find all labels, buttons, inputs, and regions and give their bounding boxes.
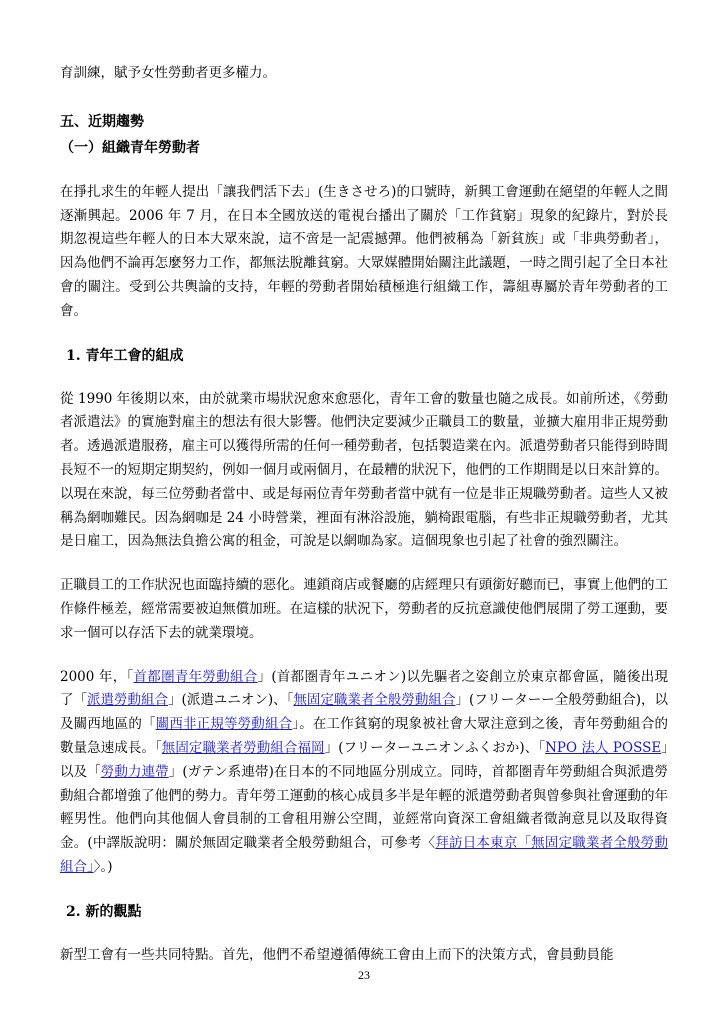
text-segment: 」(首都圏青年ユニオン)以先驅者之姿創立於東京都會區，隨後出現了「	[60, 668, 669, 709]
text-segment: 〉。)	[93, 858, 113, 875]
section-title: 五、近期趨勢	[60, 113, 144, 130]
subsection-title: （一）組織青年勞動者	[60, 139, 200, 156]
link-gaten-rentai[interactable]: 勞動力連帶	[100, 763, 169, 780]
paragraph-regular-workers: 正職員工的工作狀況也面臨持續的惡化。連鎖商店或餐廳的店經理只有頭銜好聽而已，事實上他們的工作條件極差，經常需要被迫無償加班。在這樣的狀況下，勞動者的反抗意識使他們展開了勞工運動，要求一個可以存活下去的就業環境。	[60, 577, 668, 641]
text-segment: 」(フリーターユニオンふくおか)、「	[324, 739, 546, 756]
text-segment: 」以及「	[60, 739, 669, 780]
link-freeter-general-union[interactable]: 無固定職業者全般勞動組合	[293, 692, 456, 709]
text-segment: 」(フリーターー全般勞動組合)，以及關西地區的「	[60, 692, 669, 733]
paragraph-youth-movement: 在掙扎求生的年輕人提出「讓我們活下去」(生きさせろ)的口號時，新興工會運動在絕望的年輕人之間逐漸興起。2006 年 7 月，在日本全國放送的電視台播出了關於「工作貧窮」現象的紀錄片，對於長期忽視這些年輕人的日本大眾來說，這不啻是一記震撼彈。他們被稱為「新貧族」或「非典勞動者」，因為他們不論再怎麼努力工作，都無法脫離貧窮。大眾媒體開始關注此議題，一時之間引起了全日本社會的關注。受到公共輿論的支持，年輕的勞動者開始積極進行組織工作，籌組專屬於青年勞動者的工會。	[60, 183, 668, 319]
text-segment: 2000 年，「	[60, 668, 134, 685]
paragraph-union-list	[60, 666, 668, 880]
link-kansai-union[interactable]: 關西非正規等勞動組合	[155, 716, 293, 733]
paragraph-continued: 育訓練，賦予女性勞動者更多權力。	[60, 65, 276, 81]
link-shutoken-youth-union[interactable]: 首都圏青年勞動組合	[133, 668, 258, 685]
text-segment: 」(ガテン系連帯)在日本的不同地區分別成立。同時，首都圏青年勞動組合與派遣勞動組合都增強了他們的勢力。青年勞工運動的核心成員多半是年輕的派遣勞動者與曾參與社會運動的年輕男性。他們向其他個人會員制的工會租用辦公空間，並經常向資深工會組織者徵詢意見以及取得資金。(中譯版說明：關於無固定職業者全般勞動組合，可參考〈	[60, 763, 669, 852]
link-npo-posse[interactable]: NPO 法人 POSSE	[545, 739, 662, 756]
page-content	[60, 62, 668, 968]
text-segment: 」(派遣ユニオン)、「	[168, 692, 294, 709]
link-freeter-union-fukuoka[interactable]: 無固定職業者勞動組合福岡	[161, 739, 325, 756]
link-visit-freeter-union[interactable]: 拜訪日本東京「無固定職業者全般勞動組合」	[60, 835, 668, 875]
page-number: 23	[358, 968, 370, 982]
heading-new-perspectives: 2. 新的觀點	[66, 903, 142, 920]
paragraph-new-unions: 新型工會有一些共同特點。首先，他們不希望遵循傳統工會由上而下的決策方式，會員動員能	[60, 946, 614, 963]
paragraph-union-growth: 從 1990 年後期以來，由於就業市場狀況愈來愈惡化，青年工會的數量也隨之成長。如前所述，《勞動者派遣法》的實施對雇主的想法有很大影響。他們決定要減少正職員工的數量，並擴大雇用非正規勞動者。透過派遣服務，雇主可以獲得所需的任何一種勞動者，包括製造業在內。派遣勞動者只能得到時間長短不一的短期定期契約，例如一個月或兩個月，在最糟的狀況下，他們的工作期間是以日來計算的。以現在來說，每三位勞動者當中、或是每兩位青年勞動者當中就有一位是非正規職勞動者。這些人又被稱為網咖難民。因為網咖是 24 小時營業，裡面有淋浴設施，躺椅跟電腦，有些非正規職勞動者，尤其是日雇工，因為無法負擔公寓的租金，可說是以網咖為家。這個現象也引起了社會的強烈關注。	[60, 390, 668, 550]
heading-youth-union-formation: 1. 青年工會的組成	[66, 347, 184, 364]
link-haken-union[interactable]: 派遣勞動組合	[87, 692, 169, 709]
text-segment: 」。在工作貧窮的現象被社會大眾注意到之後，青年勞動組合的數量急速成長。「	[60, 716, 669, 756]
